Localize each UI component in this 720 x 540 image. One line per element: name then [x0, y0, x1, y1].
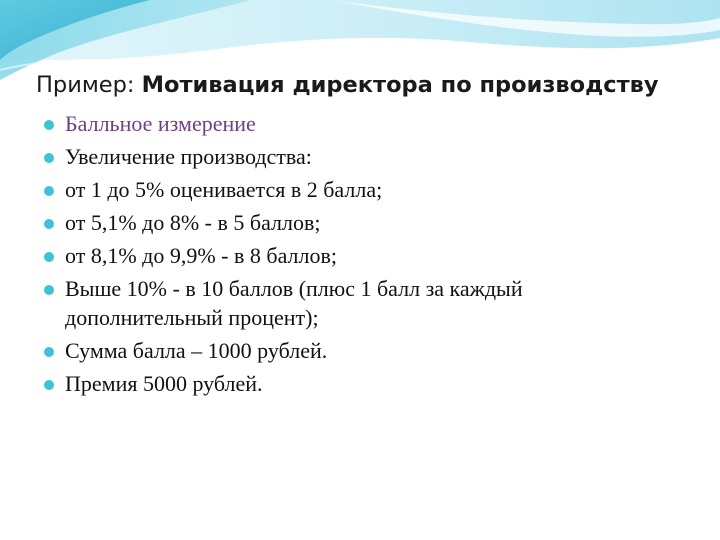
- list-item-text: Увеличение производства:: [65, 144, 312, 169]
- list-item-text: Сумма балла – 1000 рублей.: [65, 337, 328, 363]
- bullet-icon: [44, 347, 54, 357]
- list-item-text: Премия 5000 рублей.: [65, 370, 263, 396]
- list-item: [44, 337, 684, 366]
- list-item-text: Выше 10% - в 10 баллов (плюс 1 балл за каждый дополнительный процент);: [65, 276, 523, 330]
- list-item: [44, 242, 684, 271]
- bullet-icon: [44, 186, 54, 196]
- slide-title-prefix: Пример:: [36, 72, 142, 98]
- list-item-text: от 8,1% до 9,9% - в 8 баллов;: [65, 243, 337, 268]
- bullet-icon: [44, 120, 54, 130]
- list-item: [44, 275, 684, 332]
- list-item-text: от 1 до 5% оценивается в 2 балла;: [65, 177, 383, 202]
- bullet-icon: [44, 219, 54, 229]
- bullet-list: [44, 110, 684, 403]
- list-item-text: Балльное измерение: [65, 111, 256, 136]
- bullet-icon: [44, 153, 54, 163]
- list-item: [44, 370, 684, 399]
- bullet-icon: [44, 285, 54, 295]
- list-item: [44, 209, 684, 238]
- slide-title: [36, 68, 696, 102]
- bullet-icon: [44, 380, 54, 390]
- list-item-text: от 5,1% до 8% - в 5 баллов;: [65, 210, 321, 235]
- list-item: [44, 176, 684, 205]
- slide-title-bold: Мотивация директора по производству: [141, 72, 659, 98]
- list-item: [44, 110, 684, 139]
- list-item: [44, 143, 684, 172]
- bullet-icon: [44, 252, 54, 262]
